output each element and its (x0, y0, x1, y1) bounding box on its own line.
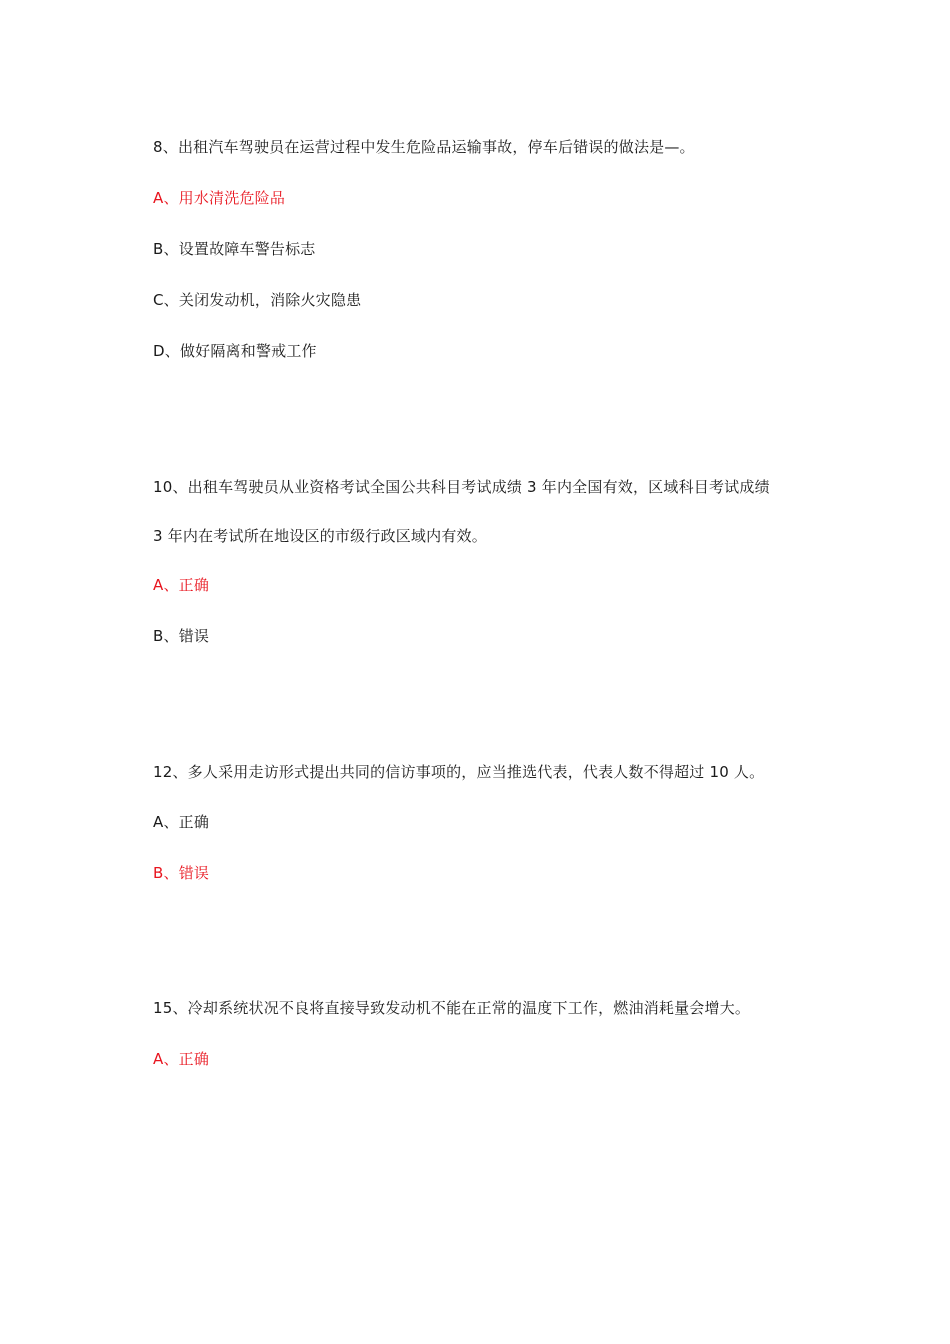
question-12-option-b: B、错误 (153, 864, 210, 882)
question-15-option-a: A、正确 (153, 1050, 210, 1068)
question-10-stem-line-1: 10、出租车驾驶员从业资格考试全国公共科目考试成绩 3 年内全国有效，区域科目考试成绩 (153, 478, 770, 496)
question-10-option-b: B、错误 (153, 627, 210, 645)
question-8-option-c: C、关闭发动机，消除火灾隐患 (153, 291, 362, 309)
question-12-stem: 12、多人采用走访形式提出共同的信访事项的，应当推选代表，代表人数不得超过 10 人。 (153, 763, 765, 781)
question-15-stem: 15、冷却系统状况不良将直接导致发动机不能在正常的温度下工作，燃油消耗量会增大。 (153, 999, 751, 1017)
question-10-stem-line-2: 3 年内在考试所在地设区的市级行政区域内有效。 (153, 527, 487, 545)
question-8-option-b: B、设置故障车警告标志 (153, 240, 316, 258)
question-8-option-a: A、用水清洗危险品 (153, 189, 286, 207)
question-8-stem: 8、出租汽车驾驶员在运营过程中发生危险品运输事故，停车后错误的做法是—。 (153, 138, 695, 156)
question-10-option-a: A、正确 (153, 576, 210, 594)
question-12-option-a: A、正确 (153, 813, 210, 831)
question-8-option-d: D、做好隔离和警戒工作 (153, 342, 317, 360)
